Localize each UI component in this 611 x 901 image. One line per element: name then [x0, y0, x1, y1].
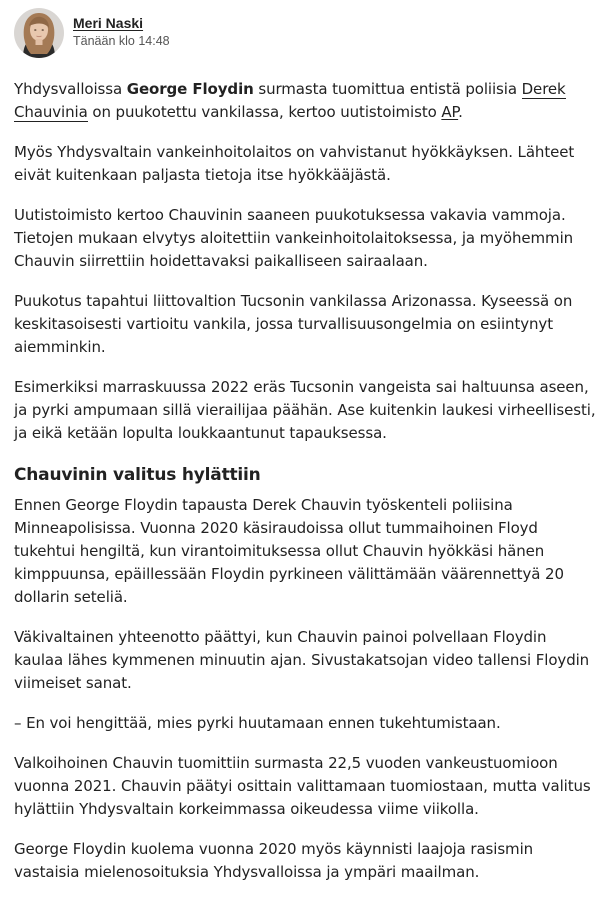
lead-text-2: surmasta tuomittua entistä poliisia: [253, 80, 522, 98]
body-paragraph: George Floydin kuolema vuonna 2020 myös käynnisti laajoja rasismin vastaisia mielenosoituksia Yhdysvalloissa ja ympäri maailman.: [14, 840, 534, 881]
body-paragraph: Uutistoimisto kertoo Chauvinin saaneen puukotuksessa vakavia vammoja. Tietojen mukaan elvytys aloitettiin vankeinhoitolaitoksessa, ja myöhemmin Chauvin siirrettiin hoidettavaksi paikalliseen sairaalaan.: [14, 206, 574, 270]
body-paragraph: Myös Yhdysvaltain vankeinhoitolaitos on vahvistanut hyökkäyksen. Lähteet eivät kuitenkaan paljasta tietoja itse hyökkääjästä.: [14, 143, 575, 184]
author-portrait-image: [14, 8, 64, 58]
lead-bold-name: George Floydin: [126, 80, 254, 98]
lead-text-4: .: [458, 103, 463, 121]
author-name-link[interactable]: Meri Naski: [73, 14, 144, 31]
article-body: [14, 78, 599, 901]
quote-paragraph: – En voi hengittää, mies pyrki huutamaan ennen tukehtumistaan.: [14, 714, 501, 732]
ap-source-link[interactable]: AP: [441, 103, 459, 121]
publish-timestamp: Tänään klo 14:48: [73, 33, 170, 48]
lead-text-1: Yhdysvalloissa: [14, 80, 127, 98]
section-heading: Chauvinin valitus hylättiin: [14, 465, 261, 485]
body-paragraph: Puukotus tapahtui liittovaltion Tucsonin vankilassa Arizonassa. Kyseessä on keskitasoisesti vartioitu vankila, jossa turvallisuusongelmia on esiintynyt aiemminkin.: [14, 292, 573, 356]
lead-paragraph: [14, 78, 599, 124]
derek-chauvin-link[interactable]: Derek Chauvinia: [14, 80, 566, 121]
body-paragraph: Ennen George Floydin tapausta Derek Chauvin työskenteli poliisina Minneapolisissa. Vuonna 2020 käsiraudoissa ollut tummaihoinen Floyd tukehtui hengiltä, kun virantoimituksessa ollut Chauvin hyökkäsi hänen kimppuunsa, epäillessään Floydin pyrkineen välittämään väärennettyä 20 dollarin seteliä.: [14, 496, 564, 606]
author-byline: [14, 7, 170, 59]
author-avatar: [14, 8, 64, 58]
body-paragraph: Väkivaltainen yhteenotto päättyi, kun Chauvin painoi polvellaan Floydin kaulaa lähes kymmenen minuutin ajan. Sivustakatsojan video tallensi Floydin viimeiset sanat.: [14, 628, 590, 692]
lead-text-3: on puukotettu vankilassa, kertoo uutistoimisto: [87, 103, 442, 121]
body-paragraph: Valkoihoinen Chauvin tuomittiin surmasta 22,5 vuoden vankeustuomioon vuonna 2021. Chauvin päätyi osittain valittamaan tuomiostaan, mutta valitus hylättiin Yhdysvaltain korkeimmassa oikeudessa viime viikolla.: [14, 754, 591, 818]
body-paragraph: Esimerkiksi marraskuussa 2022 eräs Tucsonin vangeista sai haltuunsa aseen, ja pyrki ampumaan sillä vierailijaa päähän. Ase kuitenkin laukesi virheellisesti, ja eikä ketään lopulta loukkaantunut tapauksessa.: [14, 378, 596, 442]
